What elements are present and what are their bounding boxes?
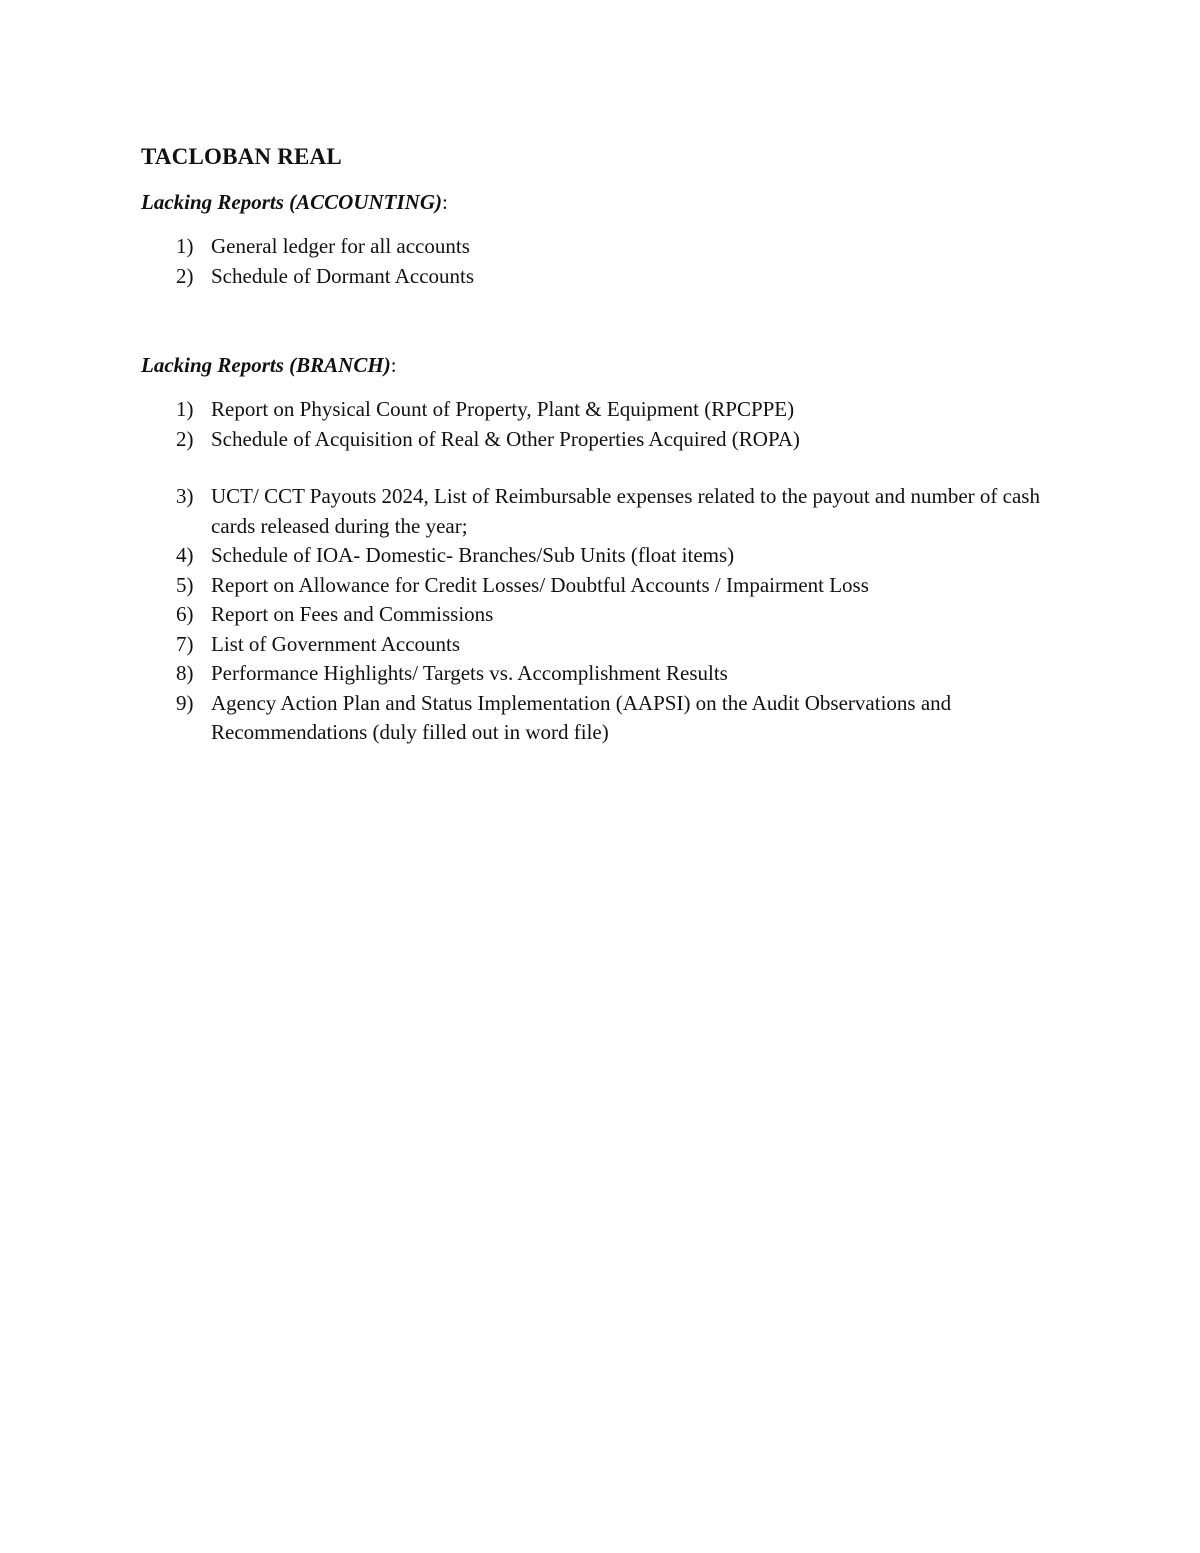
list-item-number: 2) (176, 426, 194, 451)
section-heading-label: Lacking Reports (ACCOUNTING) (141, 190, 443, 214)
section-heading-label: Lacking Reports (BRANCH) (141, 353, 391, 377)
section-heading-accounting (141, 188, 1061, 216)
list-item-text: UCT/ CCT Payouts 2024, List of Reimbursable expenses related to the payout and number of cash cards released during the year; (211, 484, 1040, 538)
section-branch (141, 351, 1061, 748)
list-item-number: 4) (176, 543, 194, 567)
list-item-number: 1) (176, 397, 194, 421)
list-item-number: 9) (176, 690, 194, 715)
section-heading-colon: : (442, 190, 448, 214)
list-item-text: Schedule of IOA- Domestic- Branches/Sub Units (float items) (211, 543, 735, 567)
list-item (141, 600, 1061, 630)
list-item-number: 7) (176, 631, 194, 656)
list-item-number: 1) (176, 234, 194, 258)
list-item-number: 3) (176, 484, 194, 508)
list-item-text: Schedule of Acquisition of Real & Other Properties Acquired (ROPA) (211, 426, 800, 451)
list-item (141, 630, 1061, 660)
accounting-report-list (141, 232, 1061, 291)
branch-report-list (141, 395, 1061, 748)
document-title: TACLOBAN REAL (141, 144, 342, 169)
section-heading-branch (141, 351, 1061, 379)
list-item (141, 262, 1061, 292)
list-item (141, 571, 1061, 601)
list-item-number: 6) (176, 602, 194, 626)
section-accounting (141, 188, 1061, 291)
list-item-text: Report on Fees and Commissions (211, 602, 494, 626)
list-item (141, 689, 1061, 748)
list-item (141, 482, 1061, 541)
list-item-number: 8) (176, 661, 194, 685)
list-item-text: General ledger for all accounts (211, 234, 470, 258)
list-item-text: Report on Physical Count of Property, Plant & Equipment (RPCPPE) (211, 397, 795, 421)
list-item-text: Schedule of Dormant Accounts (211, 263, 475, 288)
list-item (141, 232, 1061, 262)
list-item (141, 395, 1061, 425)
list-item (141, 659, 1061, 689)
list-item (141, 541, 1061, 571)
list-item (141, 425, 1061, 455)
list-item-number: 5) (176, 572, 194, 597)
section-heading-colon: : (390, 353, 397, 377)
list-item-text: List of Government Accounts (211, 631, 461, 656)
list-item-number: 2) (176, 263, 194, 288)
list-item-text: Performance Highlights/ Targets vs. Accomplishment Results (211, 661, 728, 685)
document-body (141, 142, 1061, 748)
list-item-text: Report on Allowance for Credit Losses/ Doubtful Accounts / Impairment Loss (211, 572, 869, 597)
list-item-text: Agency Action Plan and Status Implementation (AAPSI) on the Audit Observations and Recommendations (duly filled out in word file) (211, 690, 952, 744)
